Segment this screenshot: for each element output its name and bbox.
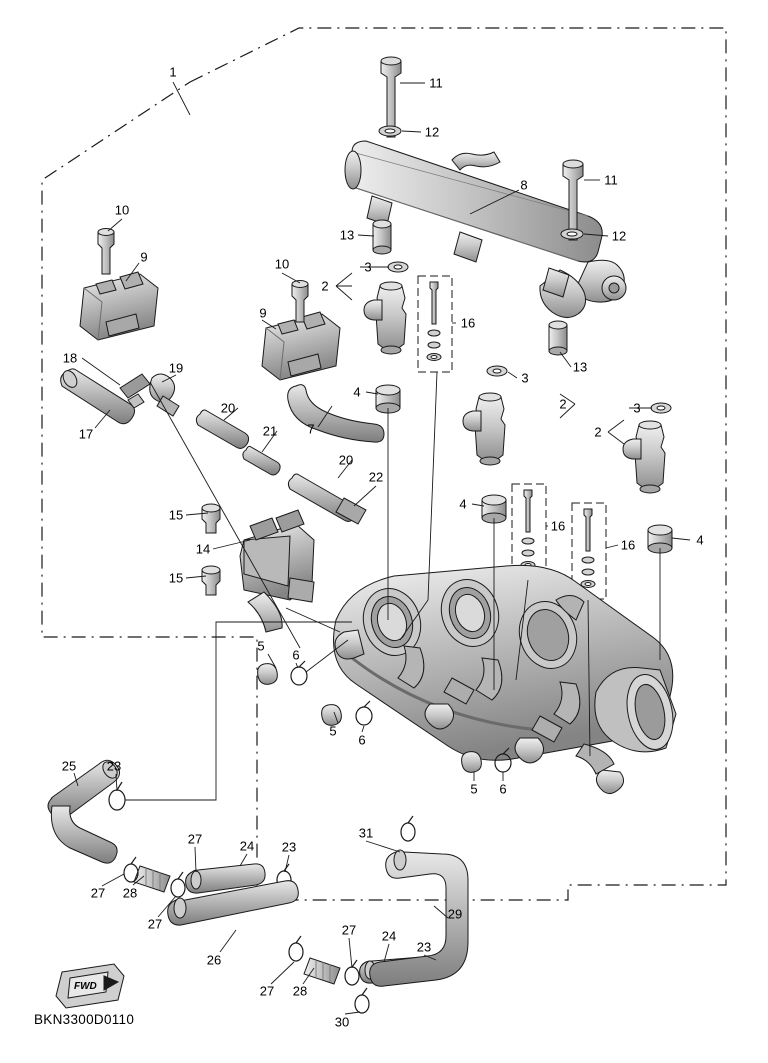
callout-number-11a: 11 — [429, 75, 443, 91]
callout-number-9b: 9 — [259, 305, 267, 321]
clip-30 — [355, 988, 369, 1013]
throttle-body-assembly — [334, 565, 680, 793]
plug-5-b — [322, 705, 342, 726]
callout-number-5c: 5 — [470, 781, 478, 797]
bolt-15-a — [202, 504, 220, 533]
callout-number-8: 8 — [520, 177, 528, 193]
callout-number-3a: 3 — [364, 259, 372, 275]
callout-number-24b: 24 — [381, 928, 397, 944]
callout-number-4c: 4 — [696, 532, 704, 548]
sensor-9-a — [80, 272, 158, 340]
callout-number-6b: 6 — [358, 732, 366, 748]
clip-6-a — [291, 661, 307, 685]
callout-number-27c: 27 — [147, 916, 163, 932]
callout-number-22: 22 — [368, 469, 384, 485]
callout-number-2c: 2 — [594, 424, 602, 440]
callout-number-23a: 23 — [106, 758, 122, 774]
callout-number-10a: 10 — [114, 202, 130, 218]
callout-number-18: 18 — [62, 350, 78, 366]
callout-number-20b: 20 — [338, 452, 354, 468]
callout-number-28a: 28 — [122, 885, 138, 901]
callout-number-12a: 12 — [424, 124, 440, 140]
bolt-15-b — [202, 566, 220, 595]
callout-number-10b: 10 — [274, 256, 290, 272]
hardware-kit-16-a — [418, 276, 452, 372]
callout-number-24a: 24 — [239, 838, 255, 854]
callout-number-26: 26 — [206, 952, 222, 968]
callout-number-20a: 20 — [220, 400, 236, 416]
injector-2-c — [623, 421, 665, 493]
callout-number-4a: 4 — [353, 384, 361, 400]
callout-number-19: 19 — [168, 360, 184, 376]
callout-number-16b: 16 — [550, 518, 566, 534]
collar-13-left — [373, 220, 391, 254]
pipe-20-a — [196, 410, 248, 448]
callout-number-25: 25 — [61, 758, 77, 774]
callout-number-5a: 5 — [257, 638, 265, 654]
callout-number-16c: 16 — [620, 537, 636, 553]
part-code-label: BKN3300D0110 — [34, 1012, 135, 1027]
callout-number-30: 30 — [334, 1014, 350, 1030]
oring-3-a — [388, 262, 408, 272]
fitting-28-a — [134, 866, 170, 892]
washer-12-right — [561, 229, 583, 239]
callout-number-6c: 6 — [499, 781, 507, 797]
clip-6-b — [356, 701, 372, 725]
clip-27-c — [289, 936, 303, 961]
hose-17 — [60, 368, 134, 424]
callout-number-31: 31 — [358, 825, 374, 841]
callout-number-14: 14 — [195, 541, 211, 557]
rail-bolt-11-left — [381, 57, 401, 137]
callout-number-23b: 23 — [281, 839, 297, 855]
callout-number-15b: 15 — [168, 570, 184, 586]
callout-number-3b: 3 — [521, 370, 529, 386]
callout-number-6a: 6 — [292, 647, 300, 663]
oring-3-b — [487, 366, 507, 376]
callout-number-28b: 28 — [292, 983, 308, 999]
screw-10-a — [98, 229, 114, 275]
callout-number-7a: 7 — [307, 421, 315, 437]
callout-number-3c: 3 — [633, 400, 641, 416]
callout-number-27a: 27 — [187, 831, 203, 847]
joint-19 — [150, 374, 179, 416]
callout-number-2b: 2 — [559, 396, 567, 412]
collar-13-right — [549, 321, 567, 355]
fitting-28-b — [304, 958, 340, 984]
oring-3-c — [651, 403, 671, 413]
callout-number-29: 29 — [447, 906, 463, 922]
actuator-14 — [240, 510, 314, 632]
callout-number-27d: 27 — [341, 922, 357, 938]
hose-7 — [288, 385, 384, 442]
callout-number-1: 1 — [169, 64, 177, 80]
hose-25 — [48, 759, 120, 863]
callout-number-13a: 13 — [339, 227, 355, 243]
callout-number-5b: 5 — [329, 723, 337, 739]
callout-number-23c: 23 — [416, 939, 432, 955]
plug-5-c — [462, 752, 482, 773]
callout-number-21: 21 — [262, 423, 278, 439]
callout-number-4b: 4 — [459, 496, 467, 512]
injector-2-a — [364, 282, 406, 354]
callout-number-13b: 13 — [572, 359, 588, 375]
callout-number-17: 17 — [78, 426, 94, 442]
clip-31 — [401, 816, 415, 841]
callout-number-15a: 15 — [168, 507, 184, 523]
washer-12-left — [379, 126, 401, 136]
callout-number-11b: 11 — [604, 172, 618, 188]
callout-number-16a: 16 — [460, 315, 476, 331]
callout-number-12b: 12 — [611, 228, 627, 244]
callout-number-27e: 27 — [259, 983, 275, 999]
callout-number-2a: 2 — [321, 278, 329, 294]
injector-2-b — [463, 393, 505, 465]
clip-27-b — [171, 872, 185, 897]
callout-number-9a: 9 — [140, 249, 148, 265]
plug-5-a — [258, 664, 278, 685]
pipe-21 — [243, 446, 280, 475]
callout-number-27b: 27 — [90, 885, 106, 901]
fwd-label: FWD — [74, 981, 97, 992]
